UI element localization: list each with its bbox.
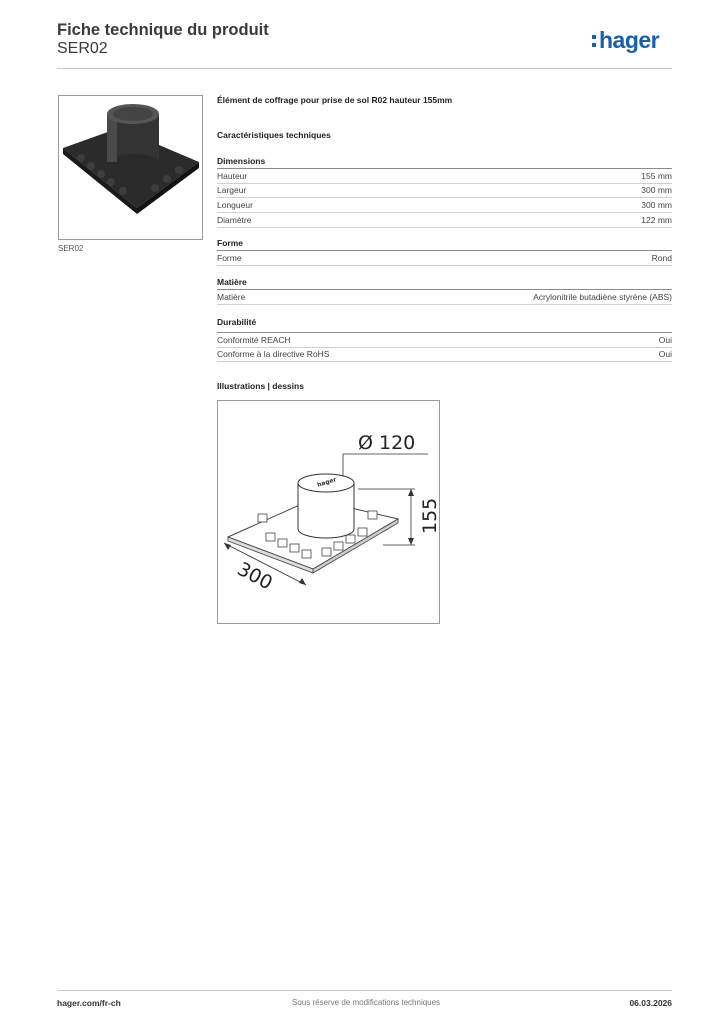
- header-divider: [57, 68, 672, 69]
- spec-value: Rond: [651, 253, 672, 263]
- product-description: Élément de coffrage pour prise de sol R02 hauteur 155mm: [217, 95, 453, 105]
- spec-row: [217, 289, 672, 305]
- tech-heading: Caractéristiques techniques: [217, 130, 331, 140]
- footer-divider: [57, 990, 672, 991]
- spec-value: 300 mm: [641, 200, 672, 210]
- spec-value: 122 mm: [641, 215, 672, 225]
- spec-key: Diamètre: [217, 215, 252, 225]
- illustrations-heading: Illustrations | dessins: [217, 381, 304, 391]
- product-code: SER02: [57, 40, 108, 57]
- spec-row: [217, 213, 672, 228]
- footer-date: 06.03.2026: [629, 998, 672, 1008]
- footer-website: hager.com/fr-ch: [57, 998, 121, 1008]
- dimension-drawing-svg: [218, 401, 439, 623]
- spec-key: Conforme à la directive RoHS: [217, 349, 330, 359]
- section-title-forme: Forme: [217, 238, 243, 248]
- section-title-durabilite: Durabilité: [217, 317, 257, 327]
- product-photo: [58, 95, 203, 240]
- spec-key: Forme: [217, 253, 242, 263]
- spec-row: [217, 250, 672, 266]
- spec-key: Largeur: [217, 185, 247, 195]
- page-title: Fiche technique du produit: [57, 21, 269, 39]
- width-label: 300: [233, 557, 277, 595]
- spec-value: Oui: [658, 335, 672, 345]
- diameter-label: Ø 120: [358, 432, 416, 454]
- spec-value: 300 mm: [641, 185, 672, 195]
- floor-box-photo-icon: [59, 96, 202, 239]
- logo-text: hager: [599, 27, 660, 53]
- spec-key: Conformité REACH: [217, 335, 291, 345]
- spec-value: 155 mm: [641, 171, 672, 181]
- spec-value: Acrylonitrile butadiène styrène (ABS): [533, 292, 672, 302]
- spec-value: Oui: [658, 349, 672, 359]
- photo-caption: SER02: [58, 244, 84, 253]
- spec-row: [217, 183, 672, 198]
- spec-key: Longueur: [217, 200, 253, 210]
- spec-row: [217, 168, 672, 184]
- dimension-drawing: [217, 400, 440, 624]
- hager-logo: [592, 27, 659, 54]
- spec-row: [217, 332, 672, 348]
- section-title-dimensions: Dimensions: [217, 156, 266, 166]
- spec-row: [217, 347, 672, 362]
- footer-disclaimer: Sous réserve de modifications techniques: [292, 998, 441, 1007]
- height-label: 155: [419, 497, 439, 534]
- spec-key: Matière: [217, 292, 246, 302]
- section-title-matiere: Matière: [217, 277, 247, 287]
- spec-key: Hauteur: [217, 171, 248, 181]
- cap-logo-text: hager: [316, 476, 338, 489]
- spec-row: [217, 198, 672, 213]
- logo-colon-icon: [592, 35, 596, 51]
